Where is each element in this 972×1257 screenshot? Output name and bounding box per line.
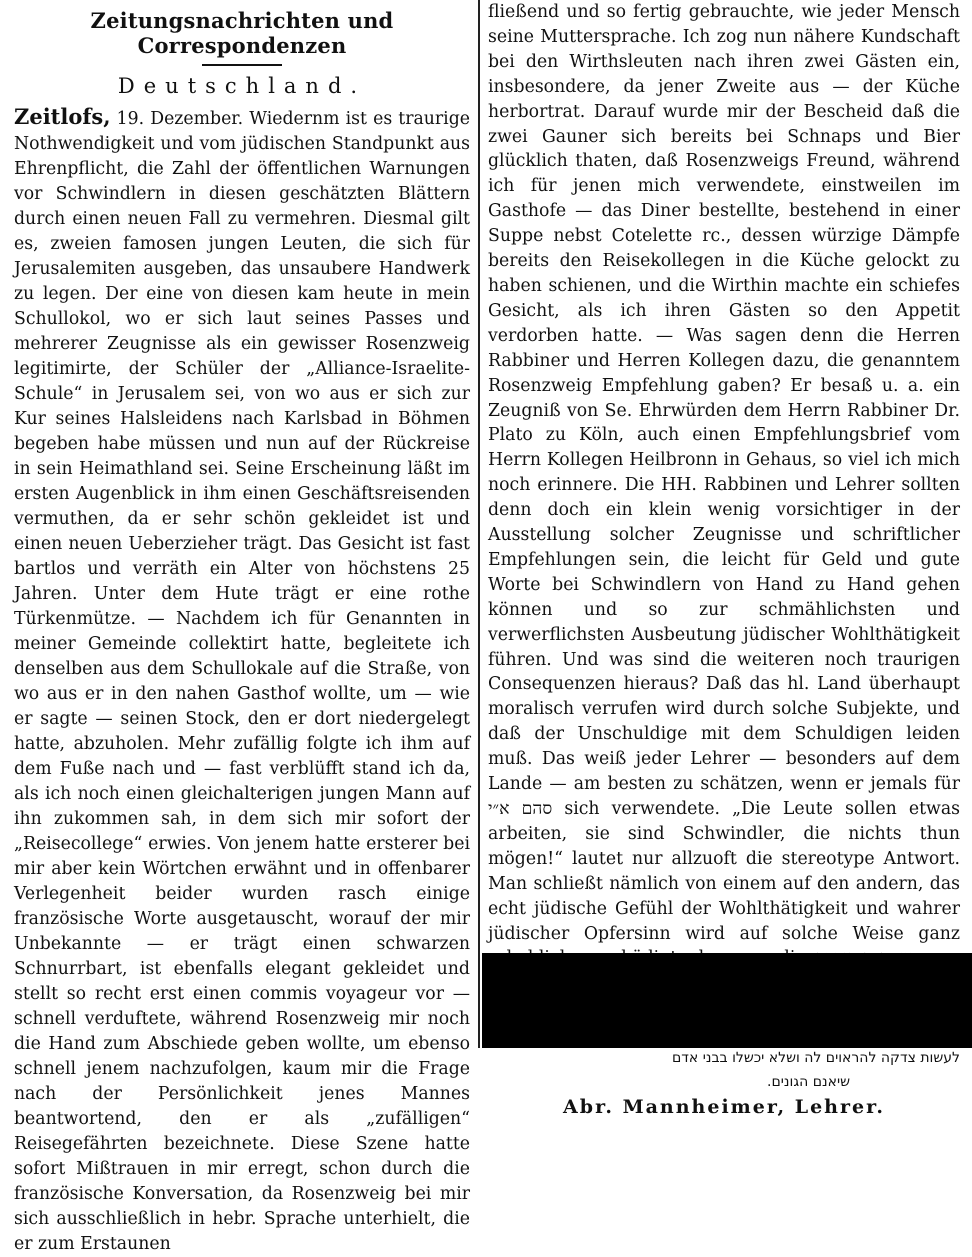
- heading-rule: [202, 64, 282, 66]
- left-article-text: [14, 104, 470, 1257]
- hebrew-quote-line-2: שיאנם הגונים.: [767, 1074, 850, 1091]
- dateline: Zeitlofs,: [14, 104, 111, 129]
- author-signature: Abr. Mannheimer, Lehrer.: [563, 1096, 885, 1119]
- article-date: 19. Dezember.: [116, 109, 244, 129]
- right-column: [488, 0, 960, 1118]
- left-column: [14, 0, 470, 1257]
- scan-black-area: [482, 953, 972, 1048]
- country-heading: Deutschland.: [117, 74, 367, 98]
- column-divider: [478, 0, 480, 1048]
- article-body-right: fließend und so fertig gebrauchte, wie jeder Mensch seine Muttersprache. Ich zog nun nähere Kundschaft bei den Wirthsleuten nach ihren zwei Gästen ein, insbesondere, da jener Zweite aus — der Küche herbortrat. Darauf wurde mir der Bescheid daß die zwei Gauner sich bereits bei Schnaps und Bier glücklich thaten, daß Rosenzweigs Freund, während ich für jenen mich verwendete, einstweilen im Gasthofe — das Diner bestellte, bestehend in einer Suppe nebst Cotelette rc., dessen würzige Dämpfe bereits den Reisekollegen in die Küche gelockt zu haben schienen, und die Wirthin machte ein schiefes Gesicht, als ich ihren Gästen so den Appetit verdorben hatte. — Was sagen denn die Herren Rabbiner und Herren Kollegen dazu, die genanntem Rosenzweig Empfehlung gaben? Er besaß u. a. ein Zeugniß von Se. Ehrwürden dem Herrn Rabbiner Dr. Plato zu Köln, auch einen Empfehlungsbrief vom Herrn Kollegen Heilbronn in Gehaus, so viel ich mich noch erinnere. Die HH. Rabbinen und Lehrer sollten denn doch ein klein wenig vorsichtiger in der Ausstellung solcher Zeugnisse und schriftlicher Empfehlungen sein, die leicht für Geld und gute Worte bei Schwindlern von Hand zu Hand gehen können und so zur schmählichsten und verwerflichsten Ausbeutung jüdischer Wohlthätigkeit führen. Und was sind die weiteren noch traurigen Consequenzen hieraus? Daß das hl. Land überhaupt moralisch verrufen wird durch solche Subjekte, und daß der Unschuldige mit dem Schuldigen leiden muß. Das weiß jeder Lehrer — besonders auf dem Lande — am besten zu schätzen, wenn er jemals für סהם א״י sich verwendete. „Die Leute sollen etwas arbeiten, sie sind Schwindler, die nichts thun mögen!“ lautet nur allzuoft die stereotype Antwort. Man schließt nämlich von einem auf den andern, das echt jüdische Gefühl der Wohlthätigkeit und wahrer jüdischer Opfersinn wird auf solche Weise ganz: [488, 2, 960, 944]
- hebrew-quote-line-1: לעשות צדקה להראוים לה ושלא יכשלו בבני אדם: [671, 1050, 960, 1067]
- article-body-left: Wiedernm ist es traurige Nothwendigkeit und vom jüdischen Standpunkt aus Ehrenpflicht, die Zahl der öffentlichen Warnungen vor Schwindlern in diesen geschätzten Blättern durch einen neuen Fall zu vermehren. Diesmal gilt es, zweien famosen jungen Leuten, die sich für Jerusalemiten ausgeben, das unsaubere Handwerk zu legen. Der eine von diesen kam heute in mein Schullokol, wo er sich laut seines Passes und mehrerer Zeugnisse als ein gewisser Rosenzweig legitimirte, der Schüler der „Alliance-Israelite-Schule“ in Jerusalem sei, von wo aus er sich zur Kur seines Halsleidens nach Karlsbad in Böhmen begeben habe müssen und nun auf der Rückreise in sein Heimathland sei. Seine Erscheinung läßt im ersten Augenblick in ihm einen Geschäftsreisenden vermuthen, da er sehr schön gekleidet ist und einen neuen Ueberzieher trägt. Das Gesicht ist fast bartlos und verräth ein Alter von höchstens 25 Jahren. Unter dem Hute trägt er eine rothe Türkenmütze. — Nachdem ich für Genannten in meiner Gemeinde collektirt hatte, begleitete ich denselben aus dem Schullokale auf die Straße, von wo aus er in den nahen Gasthof wollte, um — wie er sagte — seinen Stock, den er dort niedergelegt hatte, abzuholen. Mehr zufällig folgte ich ihm auf dem Fuße nach und — fast verblüfft stand ich da, als ich noch einen gleichalterigen jungen Mann auf ihn zukommen sah, in dem sich mir sofort der „Reisecollege“ erwies. Von jenem hatte ersterer bei mir aber kein Wörtchen erwähnt und in offenbarer Verlegenheit beider wurden rasch einige französische Worte ausgetauscht, worauf der mir Unbekannte — er trägt einen schwarzen Schnurrbart, ist ebenfalls elegant gekleidet und stellt so recht erst einen commis voyageur vor — schnell verduftete, während Rosenzweig mir noch die Hand zum Abschiede geben wollte, um ebenso schnell jenem nachzufolgen, kaum mir die Frage nach der Persönlichkeit jenes Mannes beantwortend, den er als „zufälligen“ Reisegefährten bezeichnete. Diese Szene hatte sofort Mißtrauen in mir erregt, schon durch die französische Konversation, da Rosenzweig bei mir sich ausschließlich in hebr. Sprache unterhielt, die er zum Erstaunen: [14, 109, 471, 1254]
- section-heading: Zeitungsnachrichten und Correspondenzen: [90, 8, 394, 58]
